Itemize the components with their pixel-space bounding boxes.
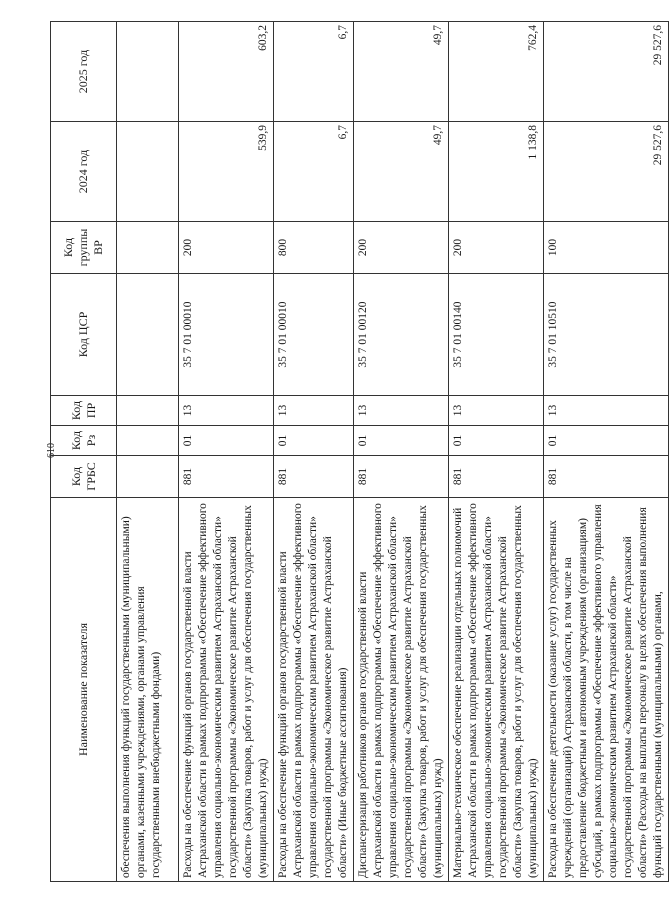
row-2025: 603,2 [179,22,274,122]
row-vr: 800 [274,222,354,274]
row-name: обеспечения выполнения функций государственными (муниципальными) органами, казенными учреждениями, органами управления государственными внебюджетными фондами) [117,498,179,882]
table-row [544,22,669,882]
row-name: Расходы на обеспечение функций органов государственной власти Астраханской области в рамках подпрограммы «Обеспечение эффективного управления социально-экономическим развитием Астраханской области» государственной программы «Экономическое развитие Астраханской области» (Закупка товаров, работ и услуг для обеспечения государственных (муниципальных) нужд) [179,498,274,882]
row-vr: 200 [354,222,449,274]
row-name: Материально-техническое обеспечение реализации отдельных полномочий Астраханской области в рамках подпрограммы «Обеспечение эффективного управления социально-экономическим развитием Астраханской области» государственной программы «Экономическое развитие Астраханской области» (Закупка товаров, работ и услуг для обеспечения государственных (муниципальных) нужд) [449,498,544,882]
row-2025: 29 527,6 [544,22,669,122]
row-2024: 539,9 [179,122,274,222]
row-rz [117,426,179,456]
header-rz: Код Рз [51,426,117,456]
row-vr: 200 [449,222,544,274]
header-pr: Код ПР [51,396,117,426]
table-header-row [51,22,117,882]
table-row [274,22,354,882]
page-number: 610 [46,443,57,458]
row-grbs: 881 [544,456,669,498]
row-csr: 35 7 01 00010 [274,274,354,396]
row-csr: 35 7 01 00120 [354,274,449,396]
row-pr: 13 [274,396,354,426]
row-rz: 01 [354,426,449,456]
budget-table [50,21,669,882]
table-row [117,22,179,882]
row-rz: 01 [274,426,354,456]
header-name: Наименование показателя [51,498,117,882]
row-grbs: 881 [179,456,274,498]
row-csr: 35 7 01 00140 [449,274,544,396]
header-grbs: Код ГРБС [51,456,117,498]
row-pr: 13 [544,396,669,426]
row-csr: 35 7 01 00010 [179,274,274,396]
row-2024: 6,7 [274,122,354,222]
table-row [354,22,449,882]
document-page [50,22,664,882]
header-2025: 2025 год [51,22,117,122]
table-row [179,22,274,882]
row-csr [117,274,179,396]
row-pr: 13 [449,396,544,426]
row-grbs: 881 [449,456,544,498]
row-pr: 13 [179,396,274,426]
row-2024 [117,122,179,222]
header-vr: Код группы ВР [51,222,117,274]
row-2025: 6,7 [274,22,354,122]
header-2024: 2024 год [51,122,117,222]
row-csr: 35 7 01 10510 [544,274,669,396]
row-grbs: 881 [354,456,449,498]
row-name: Расходы на обеспечение деятельности (оказание услуг) государственных учреждений (организаций) Астраханской области, в том числе на предоставление бюджетным и автономным учреждениям (организациям) субсидий, в рамках подпрограммы «Обеспечение эффективного управления социально-экономическим развитием Астраханской области» государственной программы «Экономическое развитие Астраханской области» (Расходы на выплаты персоналу в целях обеспечения выполнения функций государственными (муниципальными) органами, [544,498,669,882]
header-csr: Код ЦСР [51,274,117,396]
row-rz: 01 [449,426,544,456]
row-grbs [117,456,179,498]
row-name: Расходы на обеспечение функций органов государственной власти Астраханской области в рамках подпрограммы «Обеспечение эффективного управления социально-экономическим развитием Астраханской области» государственной программы «Экономическое развитие Астраханской области» (Иные бюджетные ассигнования) [274,498,354,882]
row-rz: 01 [179,426,274,456]
row-pr [117,396,179,426]
row-vr [117,222,179,274]
row-2024: 29 527,6 [544,122,669,222]
row-2025: 762,4 [449,22,544,122]
table-row [449,22,544,882]
row-2025 [117,22,179,122]
row-name: Диспансеризация работников органов государственной власти Астраханской области в рамках подпрограммы «Обеспечение эффективного управления социально-экономическим развитием Астраханской области» государственной программы «Экономическое развитие Астраханской области» (Закупка товаров, работ и услуг для обеспечения государственных (муниципальных) нужд) [354,498,449,882]
row-pr: 13 [354,396,449,426]
row-2024: 49,7 [354,122,449,222]
row-2024: 1 138,8 [449,122,544,222]
row-vr: 200 [179,222,274,274]
row-rz: 01 [544,426,669,456]
row-grbs: 881 [274,456,354,498]
row-vr: 100 [544,222,669,274]
row-2025: 49,7 [354,22,449,122]
